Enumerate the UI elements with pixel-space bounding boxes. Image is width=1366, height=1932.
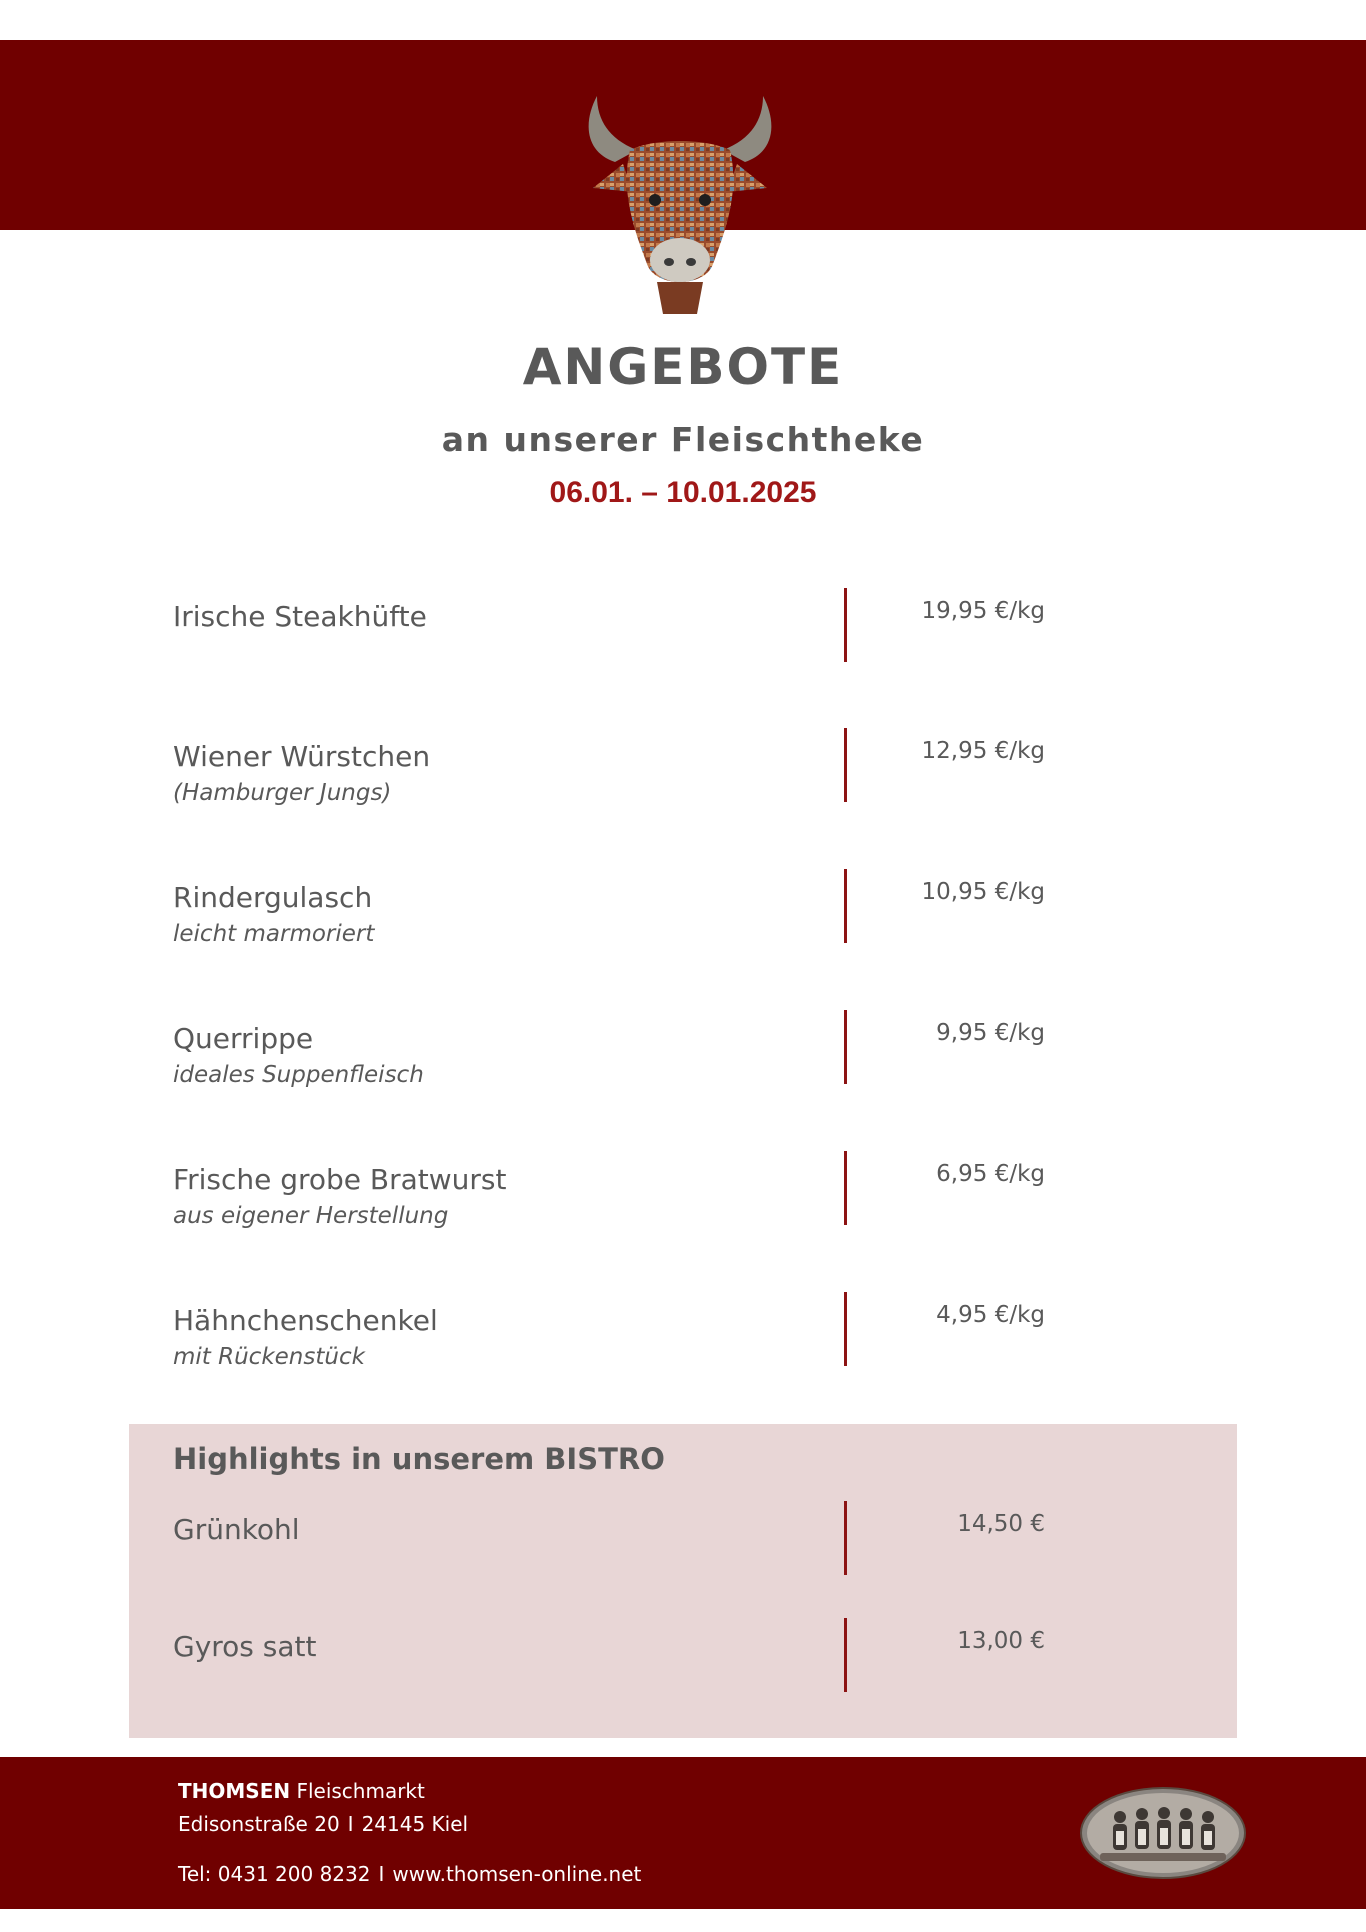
- bistro-item-price: 14,50 €: [957, 1511, 1045, 1537]
- offer-item: [0, 881, 1366, 961]
- page-subtitle: an unserer Fleischtheke: [441, 420, 925, 459]
- brand-name: THOMSEN: [178, 1779, 291, 1803]
- phone: Tel: 0431 200 8232: [178, 1862, 371, 1886]
- bistro-item: [0, 1630, 1366, 1710]
- historic-staff-photo: [1080, 1787, 1246, 1879]
- divider: [844, 1010, 847, 1084]
- website-link[interactable]: www.thomsen-online.net: [392, 1862, 642, 1886]
- offer-item: [0, 600, 1366, 680]
- offer-name: Hähnchenschenkel: [173, 1304, 438, 1337]
- offer-price: 10,95 €/kg: [921, 879, 1045, 905]
- divider: [844, 869, 847, 943]
- offer-desc: leicht marmoriert: [173, 921, 375, 947]
- bistro-item-name: Gyros satt: [173, 1630, 317, 1663]
- offer-name: Rindergulasch: [173, 881, 373, 914]
- offer-price: 19,95 €/kg: [921, 598, 1045, 624]
- divider: [844, 728, 847, 802]
- offer-price: 12,95 €/kg: [921, 738, 1045, 764]
- offer-name: Irische Steakhüfte: [173, 600, 427, 633]
- offer-price: 9,95 €/kg: [936, 1020, 1045, 1046]
- offer-item: [0, 1022, 1366, 1102]
- divider: [844, 1151, 847, 1225]
- divider: [844, 1501, 847, 1575]
- offer-item: [0, 740, 1366, 820]
- offer-price: 4,95 €/kg: [936, 1302, 1045, 1328]
- offer-desc: mit Rückenstück: [173, 1344, 365, 1370]
- offer-name: Wiener Würstchen: [173, 740, 431, 773]
- divider: [844, 1618, 847, 1692]
- bistro-item: [0, 1513, 1366, 1593]
- offer-name: Frische grobe Bratwurst: [173, 1163, 507, 1196]
- separator: I: [347, 1812, 354, 1836]
- date-range: 06.01. – 10.01.2025: [549, 476, 817, 509]
- bistro-item-price: 13,00 €: [957, 1628, 1045, 1654]
- offer-name: Querrippe: [173, 1022, 314, 1055]
- offer-desc: (Hamburger Jungs): [173, 780, 392, 806]
- offer-desc: ideales Suppenfleisch: [173, 1062, 424, 1088]
- offer-desc: aus eigener Herstellung: [173, 1203, 449, 1229]
- city: 24145 Kiel: [361, 1812, 469, 1836]
- offer-item: [0, 1304, 1366, 1384]
- page-title: ANGEBOTE: [522, 338, 844, 396]
- offer-item: [0, 1163, 1366, 1243]
- bull-head-mosaic-icon: [575, 92, 785, 314]
- street: Edisonstraße 20: [178, 1812, 340, 1836]
- brand-suffix: Fleischmarkt: [296, 1779, 425, 1803]
- offer-price: 6,95 €/kg: [936, 1161, 1045, 1187]
- divider: [844, 588, 847, 662]
- footer-address: [178, 1812, 468, 1836]
- footer-brand: [178, 1779, 425, 1803]
- bistro-item-name: Grünkohl: [173, 1513, 300, 1546]
- separator: I: [378, 1862, 385, 1886]
- bistro-heading: Highlights in unserem BISTRO: [173, 1442, 665, 1476]
- divider: [844, 1292, 847, 1366]
- footer-contact: [178, 1862, 641, 1886]
